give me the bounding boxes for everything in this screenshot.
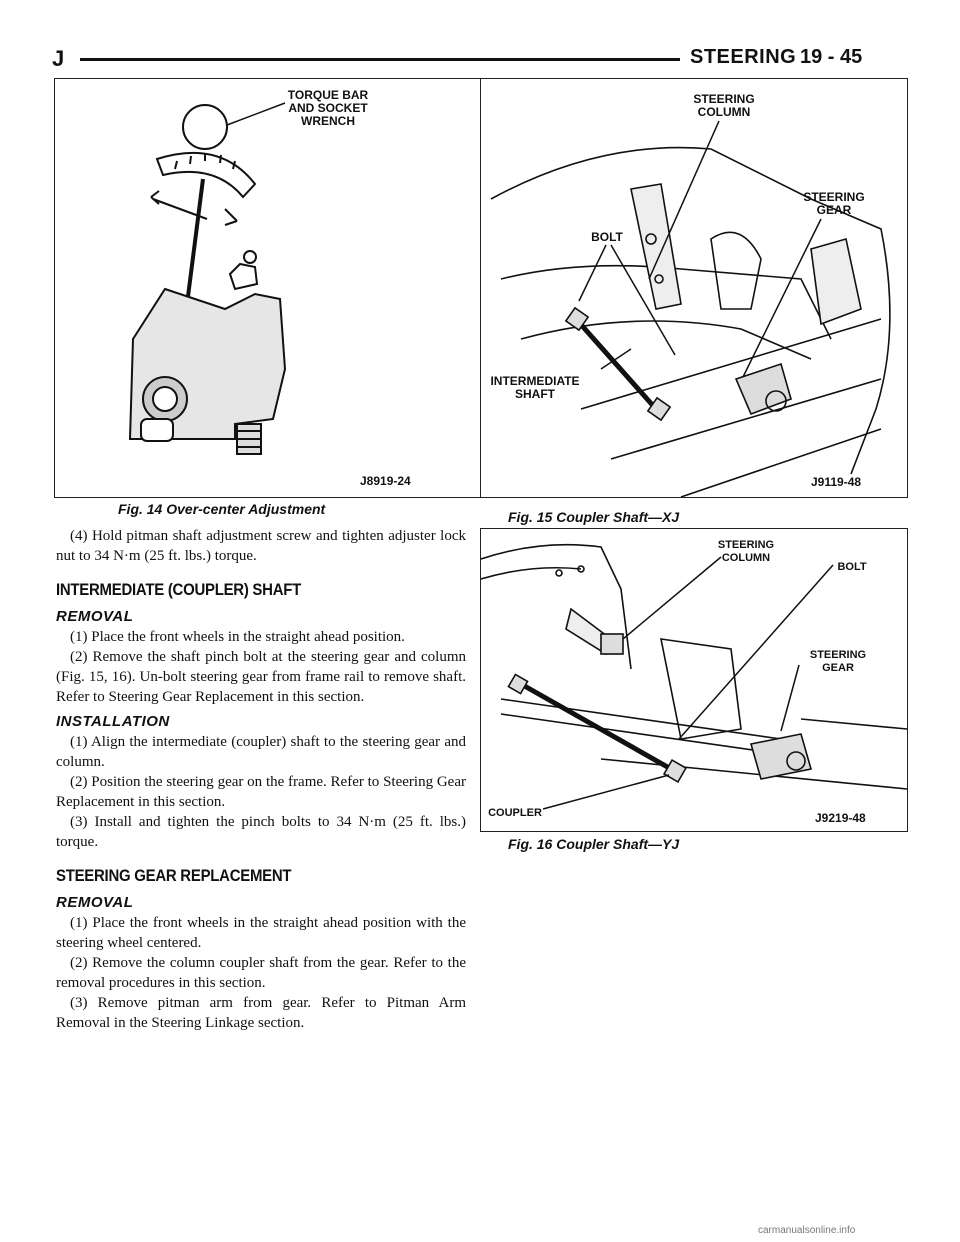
fig15-label-intermediate-shaft: INTERMEDIATE SHAFT bbox=[490, 374, 580, 401]
footer-watermark[interactable]: carmanualsonline.info bbox=[758, 1225, 856, 1236]
fig15-code: J9119-48 bbox=[811, 475, 862, 489]
section1-removal-step: (1) Place the front wheels in the straight ahead position. bbox=[70, 629, 405, 645]
section2-removal-step: (3) Remove pitman arm from gear. Refer to Pitman Arm Removal in the Steering Linkage section. bbox=[56, 995, 466, 1031]
section1-installation-step: (1) Align the intermediate (coupler) shaft to the steering gear and column. bbox=[56, 734, 466, 770]
fig14-callout-torque-bar: TORQUE BAR AND SOCKET WRENCH bbox=[287, 88, 369, 128]
fig15-label-steering-column: STEERING COLUMN bbox=[693, 92, 755, 119]
section1-installation-heading: INSTALLATION bbox=[56, 713, 170, 730]
yj-coupler-shaft-illustration bbox=[481, 529, 907, 831]
section2-removal-step: (1) Place the front wheels in the straight ahead position with the steering wheel centered. bbox=[56, 915, 466, 951]
fig16-caption: Fig. 16 Coupler Shaft—YJ bbox=[508, 836, 680, 852]
fig14-code: J8919-24 bbox=[360, 474, 411, 488]
fig16-code: J9219-48 bbox=[815, 811, 866, 825]
figure-16 bbox=[480, 528, 908, 832]
fig15-label-bolt: BOLT bbox=[591, 230, 623, 244]
fig15-label-steering-gear: STEERING GEAR bbox=[803, 190, 865, 217]
section1-removal-step: (2) Remove the shaft pinch bolt at the steering gear and column (Fig. 15, 16). Un-bolt steering gear from frame rail to remove shaft. Refer to Steering Gear Replacement in this section. bbox=[56, 649, 466, 705]
fig16-label-bolt: BOLT bbox=[837, 561, 867, 573]
xj-coupler-shaft-illustration bbox=[481, 79, 907, 497]
fig16-label-steering-gear: STEERING GEAR bbox=[809, 649, 867, 674]
fig14-caption: Fig. 14 Over-center Adjustment bbox=[118, 501, 326, 517]
fig16-label-coupler: COUPLER bbox=[488, 807, 542, 819]
section1-installation-step: (2) Position the steering gear on the frame. Refer to Steering Gear Replacement in this section. bbox=[56, 774, 466, 810]
section-title-intermediate-shaft: INTERMEDIATE (COUPLER) SHAFT bbox=[56, 580, 301, 599]
header-letter: J bbox=[52, 46, 65, 71]
torque-wrench-illustration bbox=[55, 79, 481, 497]
body-text-column bbox=[56, 526, 466, 1033]
fig15-caption: Fig. 15 Coupler Shaft—XJ bbox=[508, 509, 680, 525]
section-title-steering-gear-replacement: STEERING GEAR REPLACEMENT bbox=[56, 866, 292, 885]
section1-installation-step: (3) Install and tighten the pinch bolts to 34 N·m (25 ft. lbs.) torque. bbox=[56, 814, 466, 850]
section1-removal-heading: REMOVAL bbox=[56, 608, 134, 625]
figure-14 bbox=[54, 78, 482, 498]
header-page-number: 19 - 45 bbox=[800, 46, 863, 68]
fig16-label-steering-column: STEERING COLUMN bbox=[717, 539, 775, 564]
section2-removal-heading: REMOVAL bbox=[56, 894, 134, 911]
figure-15 bbox=[480, 78, 908, 498]
header-rule bbox=[80, 58, 680, 61]
section2-removal-step: (2) Remove the column coupler shaft from the gear. Refer to the removal procedures in this section. bbox=[56, 955, 466, 991]
intro-step: (4) Hold pitman shaft adjustment screw and tighten adjuster lock nut to 34 N·m (25 ft. lbs.) torque. bbox=[56, 528, 466, 564]
header-section-title: STEERING bbox=[690, 46, 797, 68]
